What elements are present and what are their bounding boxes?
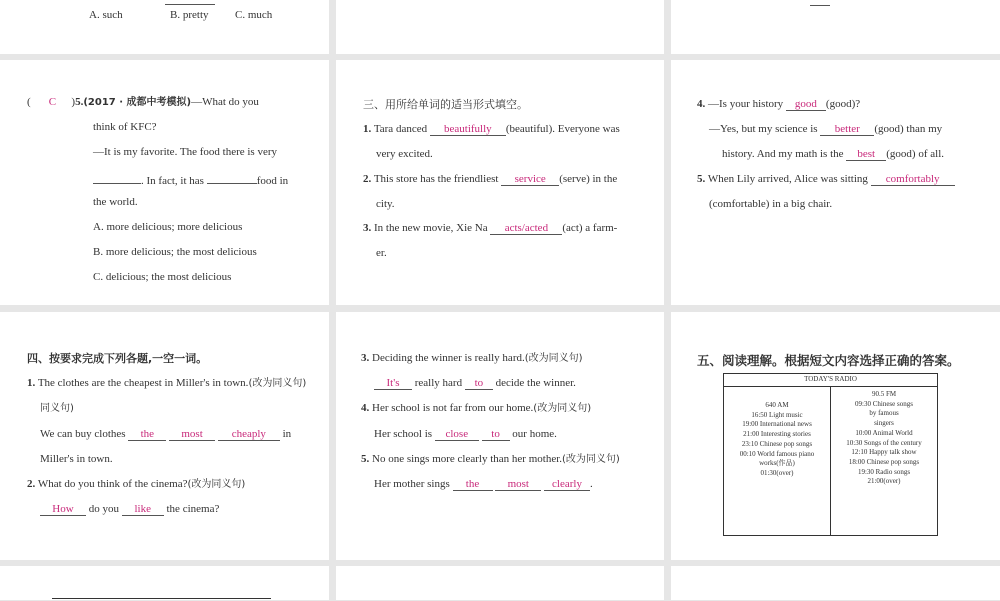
s4-answer-4b: to <box>482 428 510 441</box>
q5-option-a: A. more delicious; more delicious <box>93 221 243 233</box>
section-3-title: 三、用所给单词的适当形式填空。 <box>363 98 528 111</box>
q5-line2: think of KFC? <box>93 121 157 133</box>
q5-blank-1[interactable] <box>93 171 141 184</box>
s3-item5-line2: (comfortable) in a big chair. <box>709 198 833 210</box>
q5-blank-2[interactable] <box>207 171 257 184</box>
panel-bottom-middle <box>336 566 664 600</box>
s3-item1-line1: 1. Tara danced beautifully (beautiful). Everyone was <box>363 123 620 135</box>
s3-item3-line1: 3. In the new movie, Xie Na acts/acted (act) a farm- <box>363 222 618 234</box>
s3-answer-2: service <box>501 173 559 186</box>
s3-item5-line1: 5. When Lily arrived, Alice was sitting comfortably <box>697 173 955 186</box>
s4-answer-1c: cheaply <box>218 428 280 441</box>
s3-item2-line1: 2. This store has the friendliest service (serve) in the <box>363 173 618 185</box>
s4-answer-3a: It's <box>374 377 412 390</box>
s3-answer-1: beautifully <box>430 123 506 136</box>
s4-item2-line1: 2. What do you think of the cinema?(改为同义句) <box>27 478 246 490</box>
option-a: A. such <box>89 9 123 21</box>
s4-item5-line1: 5. No one sings more clearly than her mother.(改为同义句) <box>361 453 620 465</box>
q5-answer: C <box>48 96 57 108</box>
s4-item3-line2: It's really hard to decide the winner. <box>374 377 576 390</box>
s4-item1-line2: We can buy clothes the most cheaply in <box>40 428 292 440</box>
s3-item2-line2: city. <box>376 198 395 210</box>
s4-item1-line1: 1. The clothes are the cheapest in Miller's in town.(改为同义句) <box>27 377 307 389</box>
s3-answer-3: acts/acted <box>490 222 562 235</box>
q5-option-b: B. more delicious; the most delicious <box>93 246 257 258</box>
s3-item4-line1: 4. —Is your history good (good)? <box>697 98 861 110</box>
panel-bottom-left <box>0 566 329 600</box>
panel-bottom-right <box>671 566 1000 600</box>
radio-table-title: TODAY'S RADIO <box>724 374 938 387</box>
section-4-title: 四、按要求完成下列各题,一空一词。 <box>27 352 208 365</box>
s4-item2-line2: How do you like the cinema? <box>40 503 219 516</box>
s4-answer-3b: to <box>465 377 493 390</box>
radio-schedule-table <box>723 373 938 536</box>
s4-answer-1a: the <box>128 428 166 441</box>
q5-line1: ( C )5.(2017 · 成都中考模拟)—What do you <box>27 96 259 108</box>
radio-am-column: 640 AM 16:50 Light music 19:00 International news 21:00 Interesting stories 23:10 Chinese pop songs 00:10 World famous piano works(作品) 01:30(over) <box>724 387 831 536</box>
s4-item1-tag-wrap: 同义句) <box>40 403 74 414</box>
q5-line3: —It is my favorite. The food there is very <box>93 146 277 158</box>
section-5-title: 五、阅读理解。根据短文内容选择正确的答案。 <box>697 353 960 368</box>
s4-item4-line2: Her school is close to our home. <box>374 428 557 440</box>
s3-answer-5: comfortably <box>871 173 955 186</box>
option-b: B. pretty <box>170 9 209 21</box>
s4-item3-line1: 3. Deciding the winner is really hard.(改为同义句) <box>361 352 583 364</box>
s3-item4-line3: history. And my math is the best (good) of all. <box>722 148 944 160</box>
s4-item4-line1: 4. Her school is not far from our home.(改为同义句) <box>361 402 592 414</box>
s4-item5-line2: Her mother sings the most clearly . <box>374 478 593 490</box>
s3-item1-line2: very excited. <box>376 148 433 160</box>
s4-answer-5c: clearly <box>544 478 590 491</box>
q5-line4: . In fact, it has food in <box>93 171 288 188</box>
s4-item1-line3: Miller's in town. <box>40 453 113 465</box>
top-right-fragment <box>810 0 830 10</box>
blank-line-fragment <box>165 0 215 9</box>
panel-top-middle <box>336 0 664 54</box>
s4-answer-5a: the <box>453 478 493 491</box>
s4-answer-4a: close <box>435 428 479 441</box>
s3-answer-4b: better <box>820 123 874 136</box>
s3-item4-line2: —Yes, but my science is better (good) than my <box>709 123 943 135</box>
s3-answer-4c: best <box>846 148 886 161</box>
q5-line5: the world. <box>93 196 138 208</box>
s3-item3-line2: er. <box>376 247 387 259</box>
q5-option-c: C. delicious; the most delicious <box>93 271 232 283</box>
s4-answer-2b: like <box>122 503 164 516</box>
panel-top-right <box>671 0 1000 54</box>
s4-answer-1b: most <box>169 428 215 441</box>
s4-answer-5b: most <box>495 478 541 491</box>
radio-fm-column: 90.5 FM 09:30 Chinese songs by famous singers 10:00 Animal World 10:30 Songs of the century 12:10 Happy talk show 18:00 Chinese pop songs 19:30 Radio songs 21:00(over) <box>831 387 938 536</box>
s4-answer-2a: How <box>40 503 86 516</box>
s3-answer-4a: good <box>786 98 826 111</box>
q5-source: (2017 · 成都中考模拟) <box>83 97 192 108</box>
option-c: C. much <box>235 9 273 21</box>
